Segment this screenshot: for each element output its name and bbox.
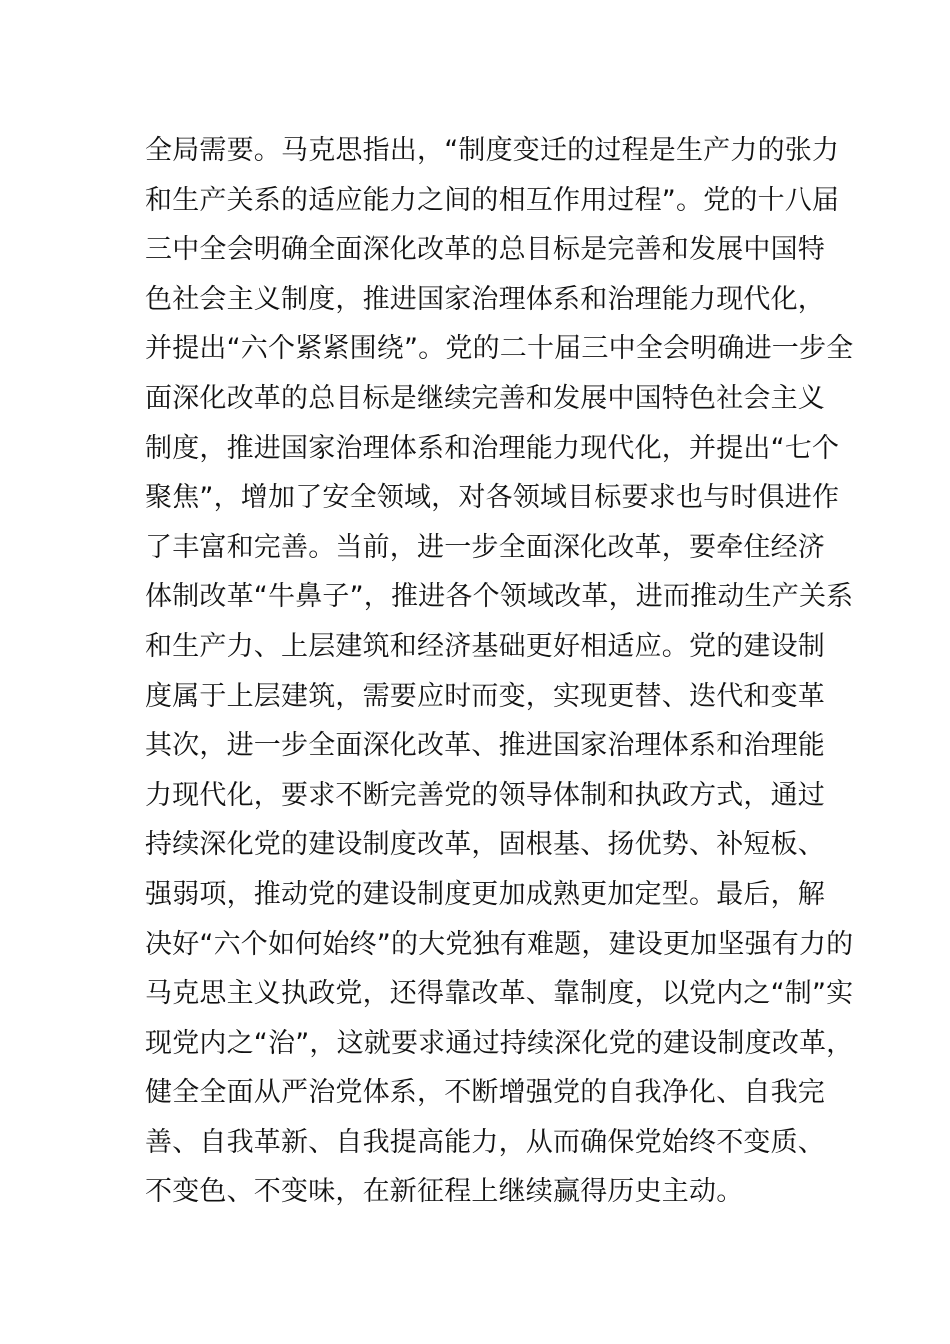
text-line: 了丰富和完善。当前，进一步全面深化改革，要牵住经济 bbox=[145, 531, 825, 563]
text-line: 力现代化，要求不断完善党的领导体制和执政方式，通过 bbox=[145, 779, 825, 811]
text-line: 并提出“六个紧紧围绕”。党的二十届三中全会明确进一步全 bbox=[145, 333, 854, 365]
text-line: 决好“六个如何始终”的大党独有难题，建设更加坚强有力的 bbox=[145, 928, 854, 960]
text-line: 强弱项，推动党的建设制度更加成熟更加定型。最后，解 bbox=[145, 878, 825, 910]
text-line: 不变色、不变味，在新征程上继续赢得历史主动。 bbox=[145, 1176, 744, 1208]
text-line: 聚焦”，增加了安全领域，对各领域目标要求也与时俱进作 bbox=[145, 482, 840, 514]
text-line: 制度，推进国家治理体系和治理能力现代化，并提出“七个 bbox=[145, 432, 840, 464]
text-line: 健全全面从严治党体系，不断增强党的自我净化、自我完 bbox=[145, 1077, 825, 1109]
text-line: 和生产关系的适应能力之间的相互作用过程”。党的十八届 bbox=[145, 184, 840, 216]
body-text bbox=[145, 126, 854, 1217]
text-line: 体制改革“牛鼻子”，推进各个领域改革，进而推动生产关系 bbox=[145, 581, 854, 613]
text-line: 度属于上层建筑，需要应时而变，实现更替、迭代和变革 bbox=[145, 680, 825, 712]
text-line: 马克思主义执政党，还得靠改革、靠制度，以党内之“制”实 bbox=[145, 978, 854, 1010]
text-line: 面深化改革的总目标是继续完善和发展中国特色社会主义 bbox=[145, 382, 825, 414]
text-line: 持续深化党的建设制度改革，固根基、扬优势、补短板、 bbox=[145, 829, 825, 861]
text-line: 色社会主义制度，推进国家治理体系和治理能力现代化， bbox=[145, 283, 825, 315]
text-line: 其次，进一步全面深化改革、推进国家治理体系和治理能 bbox=[145, 730, 825, 762]
text-line: 全局需要。马克思指出，“制度变迁的过程是生产力的张力 bbox=[145, 135, 840, 166]
text-line: 和生产力、上层建筑和经济基础更好相适应。党的建设制 bbox=[145, 630, 825, 662]
text-line: 现党内之“治”，这就要求通过持续深化党的建设制度改革， bbox=[145, 1027, 854, 1059]
text-line: 三中全会明确全面深化改革的总目标是完善和发展中国特 bbox=[145, 234, 825, 266]
text-line: 善、自我革新、自我提高能力，从而确保党始终不变质、 bbox=[145, 1126, 825, 1158]
